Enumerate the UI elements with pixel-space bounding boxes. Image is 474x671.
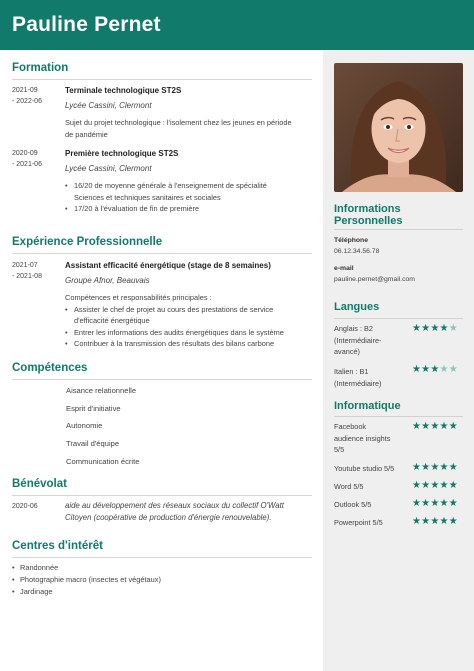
item-line: Anglais : B2 [334,324,373,333]
star-filled-icon: ★ [439,421,449,432]
star-empty-icon: ★ [439,364,449,375]
list-item: • 16/20 de moyenne générale à l'enseignement de spécialité Sciences et techniques sanitaires et sociales [65,180,297,203]
star-filled-icon: ★ [448,480,458,491]
rating-stars [412,516,458,527]
title-line: Personnelles [334,215,403,227]
entry-title: Assistant efficacité énergétique (stage de 8 semaines) [65,261,271,270]
star-filled-icon: ★ [421,498,431,509]
rating-stars [412,498,458,509]
skill-item: Travail d'équipe [66,439,120,448]
formation-date-1 [12,85,62,107]
divider [12,495,312,496]
formation-date-2 [12,148,62,170]
entry-school: Lycée Cassini, Clermont [65,100,152,110]
date-end: - 2022-06 [12,98,42,105]
star-filled-icon: ★ [430,364,440,375]
star-filled-icon: ★ [430,323,440,334]
star-filled-icon: ★ [448,421,458,432]
star-filled-icon: ★ [439,516,449,527]
rating-stars [412,364,458,375]
email-value: pauline.pernet@gmail.com [334,276,415,283]
star-empty-icon: ★ [448,364,458,375]
skill-item: Autonomie [66,421,103,430]
star-filled-icon: ★ [421,421,431,432]
experience-date-1 [12,260,62,282]
skill-item: Esprit d'initiative [66,404,121,413]
divider [334,416,463,417]
section-title-langues: Langues [334,301,380,313]
list-item: • Jardinage [12,586,161,598]
entry-school: Lycée Cassini, Clermont [65,163,152,173]
divider [12,79,312,80]
star-filled-icon: ★ [439,323,449,334]
star-filled-icon: ★ [421,323,431,334]
interests-list [12,562,161,598]
section-title-informatique: Informatique [334,400,401,412]
star-filled-icon: ★ [421,480,431,491]
star-filled-icon: ★ [439,498,449,509]
section-title-competences: Compétences [12,362,88,374]
list-item: • Contribuer à la transmission des résultats des bilans carbone [65,338,297,350]
star-filled-icon: ★ [421,462,431,473]
star-empty-icon: ★ [448,323,458,334]
software-item [334,421,414,456]
date-end: - 2021-08 [12,273,42,280]
list-item: • 17/20 à l'évaluation de fin de première [65,203,297,215]
item-line: avancé) [334,347,360,357]
star-filled-icon: ★ [421,364,431,375]
star-filled-icon: ★ [412,323,422,334]
language-item-english [334,323,414,358]
item-line: Italien : B1 [334,367,369,376]
entry-title: Première technologique ST2S [65,149,179,158]
star-filled-icon: ★ [412,421,422,432]
star-filled-icon: ★ [448,516,458,527]
item-line: (Intermédiaire) [334,378,382,388]
rating-stars [412,421,458,432]
list-item: • Photographie macro (insectes et végétaux) [12,574,161,586]
benevolat-date: 2020-06 [12,503,38,510]
software-item: Word 5/5 [334,482,364,491]
rating-stars [412,480,458,491]
title-line: Informations [334,203,401,215]
star-filled-icon: ★ [439,462,449,473]
skill-item: Aisance relationnelle [66,386,137,395]
star-filled-icon: ★ [412,462,422,473]
item-line: 5/5 [334,445,345,455]
list-item: • Assister le chef de projet au cours des prestations de service d'efficacité énergétique [65,304,297,327]
date-start: 2020-09 [12,150,38,157]
list-item: • Randonnée [12,562,161,574]
candidate-name: Pauline Pernet [12,13,161,36]
date-start: 2021-09 [12,87,38,94]
rating-stars [412,462,458,473]
rating-stars [412,323,458,334]
star-filled-icon: ★ [430,498,440,509]
section-title-benevolat: Bénévolat [12,478,67,490]
portrait-illustration [334,63,463,192]
language-item-italian [334,366,414,389]
divider [334,229,463,230]
section-title-infos [334,203,402,227]
entry-bullets [65,180,297,215]
item-line: (Intermédiaire- [334,335,382,345]
divider [334,318,463,319]
entry-company: Groupe Afnor, Beauvais [65,275,150,285]
section-title-interets: Centres d'intérêt [12,540,103,552]
section-title-formation: Formation [12,62,69,74]
star-filled-icon: ★ [412,498,422,509]
star-filled-icon: ★ [412,364,422,375]
divider [12,379,312,380]
software-item: Outlook 5/5 [334,500,372,509]
star-filled-icon: ★ [430,462,440,473]
star-filled-icon: ★ [412,480,422,491]
star-filled-icon: ★ [421,516,431,527]
entry-intro: Compétences et responsabilités principales : [65,293,212,302]
divider [12,557,312,558]
phone-value: 06.12.34.56.78 [334,248,380,255]
entry-detail: Sujet du projet technologique : l'isolement chez les jeunes en période de pandémie [65,118,292,139]
item-line: Facebook [334,422,367,431]
formation-entry-1 [65,85,297,140]
star-filled-icon: ★ [430,421,440,432]
list-item: • Entrer les informations des audits énergétiques dans le système [65,327,297,339]
entry-title: Terminale technologique ST2S [65,86,182,95]
software-item: Powerpoint 5/5 [334,518,383,527]
star-filled-icon: ★ [448,498,458,509]
header-bar [0,0,474,50]
section-title-experience: Expérience Professionnelle [12,236,163,248]
date-start: 2021-07 [12,262,38,269]
entry-bullets [65,304,297,350]
software-item: Youtube studio 5/5 [334,464,395,473]
email-label: e-mail [334,265,354,272]
benevolat-text: aide au développement des réseaux sociaux du collectif O'Watt Citoyen (coopérative de production d'énergie renouvelable). [65,501,284,522]
divider [12,253,312,254]
item-line: audience insights [334,433,391,443]
experience-entry-1 [65,260,297,350]
phone-label: Téléphone [334,237,368,244]
date-end: - 2021-06 [12,161,42,168]
star-filled-icon: ★ [439,480,449,491]
star-filled-icon: ★ [448,462,458,473]
star-filled-icon: ★ [430,480,440,491]
skill-item: Communication écrite [66,457,140,466]
star-filled-icon: ★ [412,516,422,527]
star-filled-icon: ★ [430,516,440,527]
formation-entry-2 [65,148,297,215]
profile-photo [334,63,463,192]
